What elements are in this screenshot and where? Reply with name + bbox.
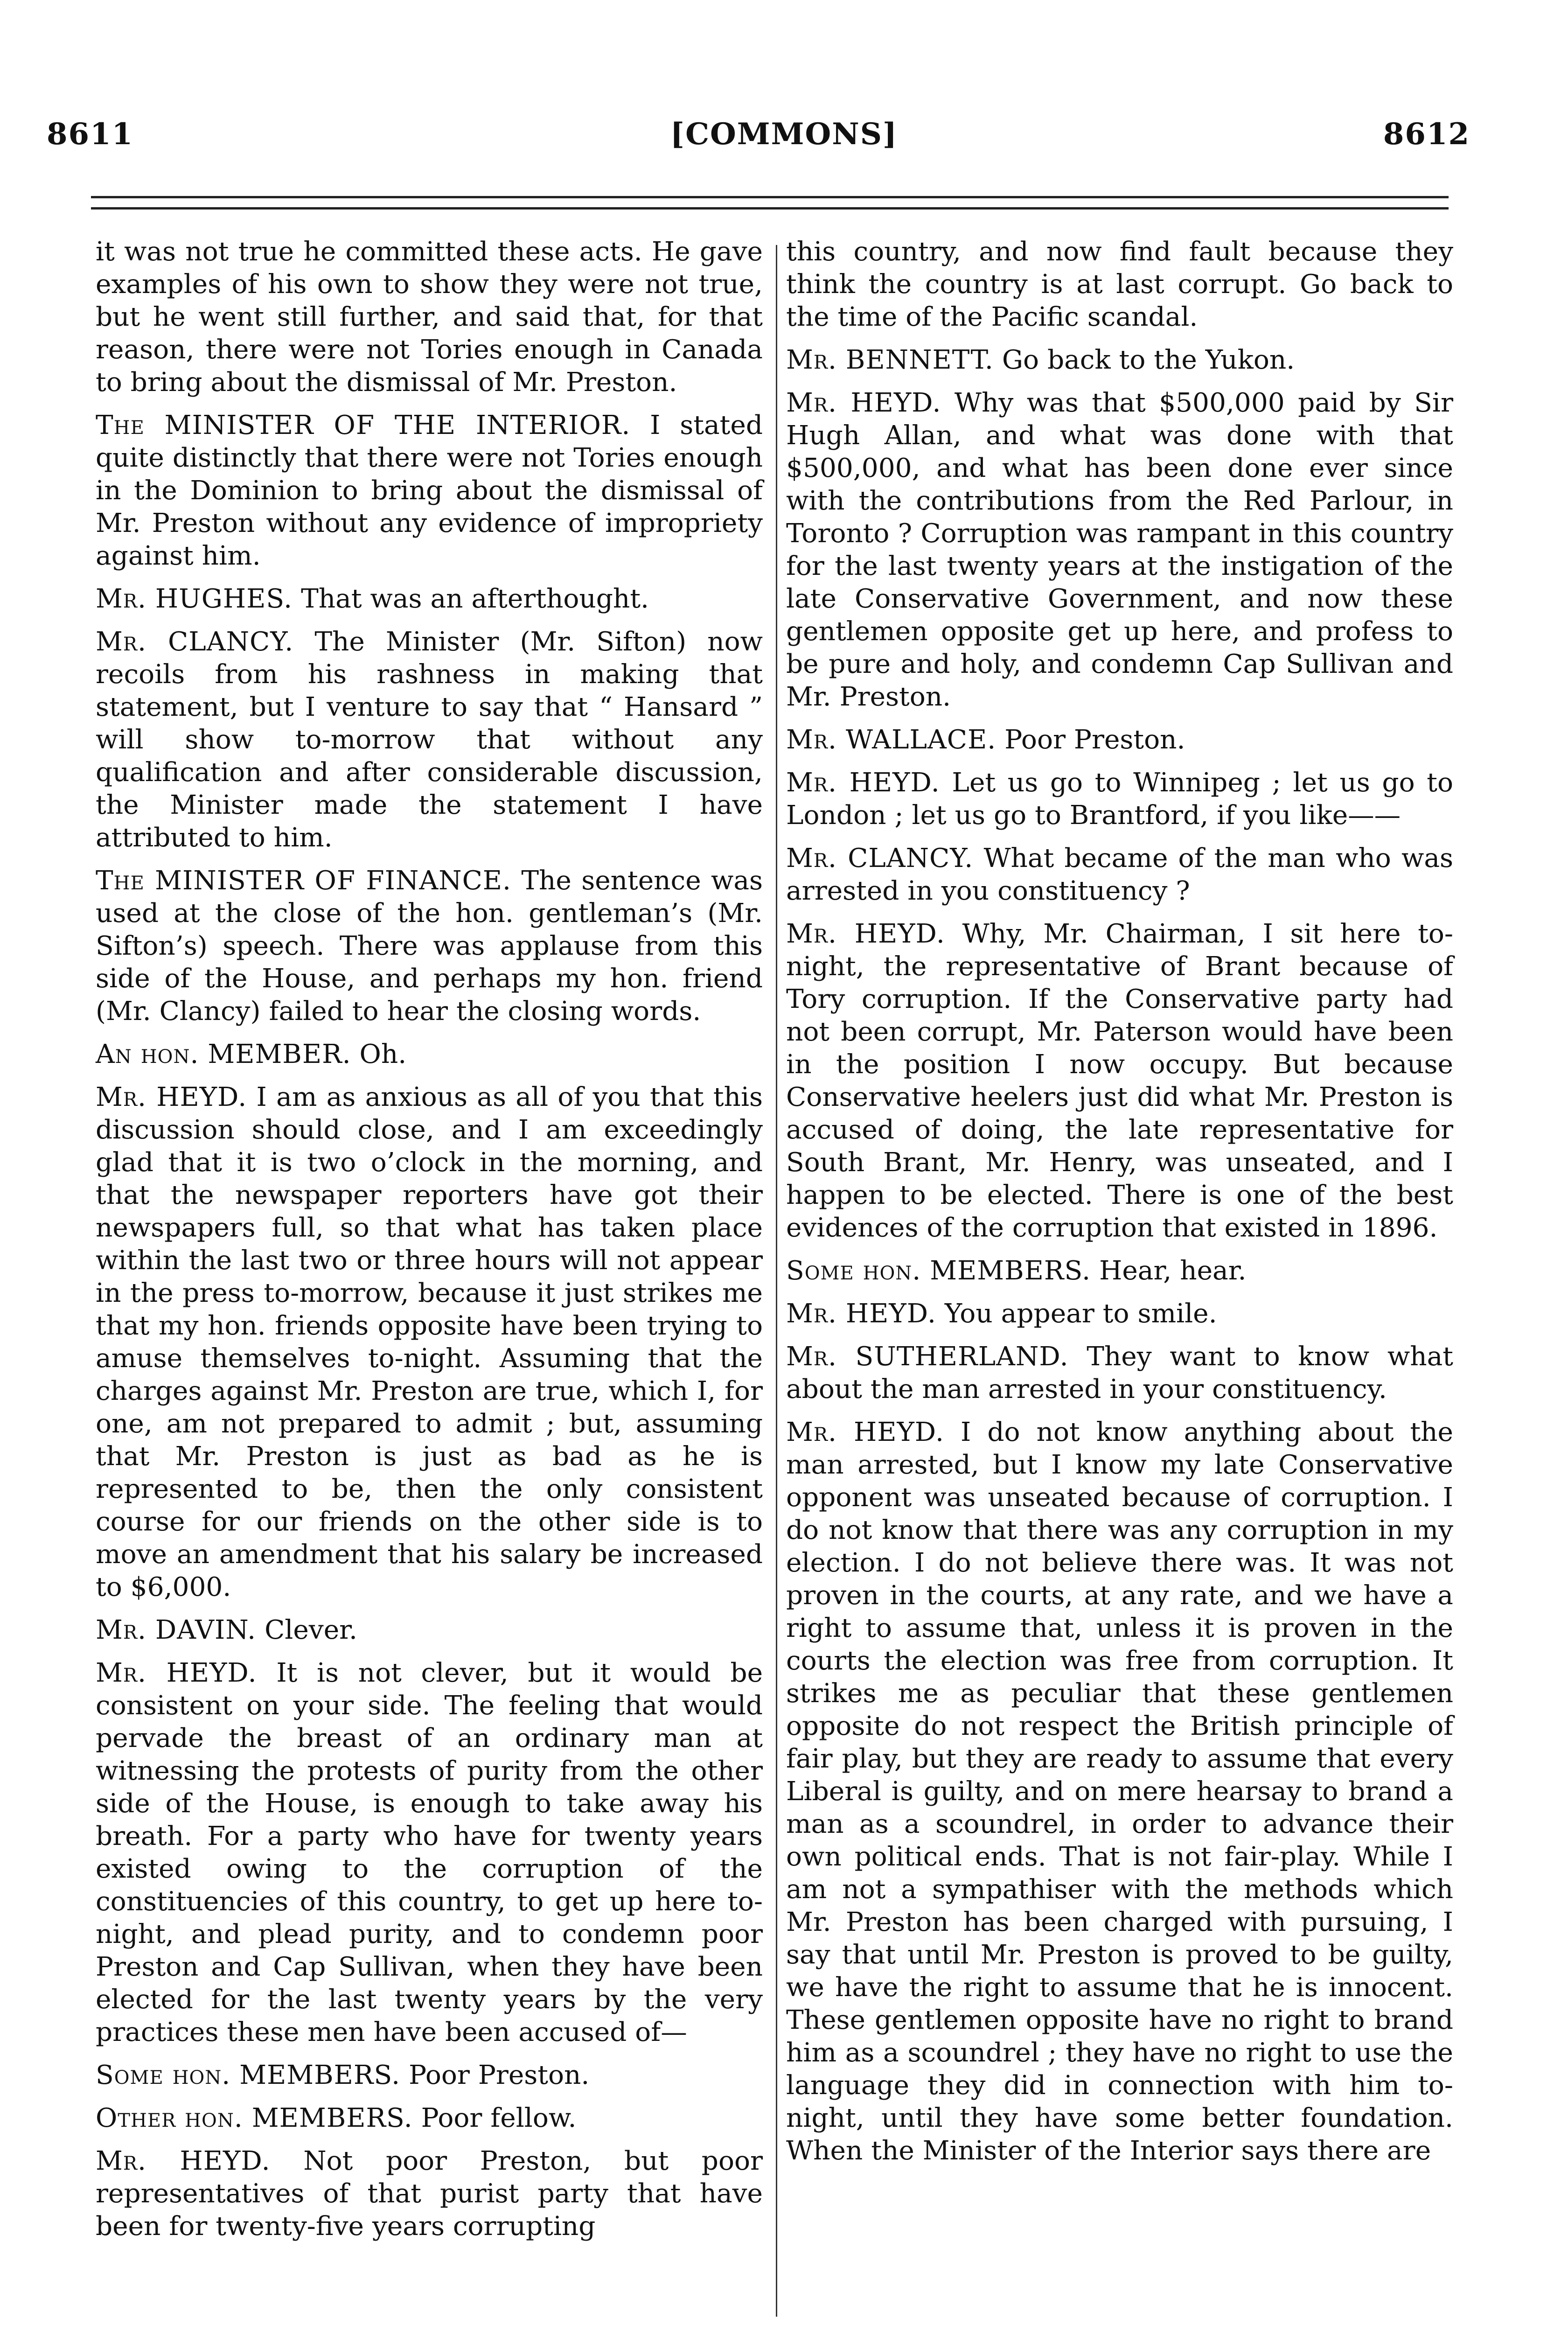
paragraph-text: Oh. [359,1039,407,1069]
page-header [0,0,1568,196]
paragraph-text: I do not know anything about the man arrested, but I know my late Conservative opponent was unseated because of corruption. I do not know that there was any corruption in my election. I do not believe there was. It was not proven in the courts, at any rate, and we have a right to assume that, unless it is proven in the courts the election was free from corruption. It strikes me as peculiar that these gentlemen opposite do not respect the British principle of fair play, but they are ready to assume that every Liberal is guilty, and on mere hearsay to brand a man as a scoundrel, in order to advance their own political ends. That is not fair-play. While I am not a sympathiser with the methods which Mr. Preston has been charged with pursuing, I say that until Mr. Preston is proved to be guilty, we have the right to assume that he is innocent. These gentlemen opposite have no right to brand him as a scoundrel ; they have no right to use the language they did in connection with him to-night, until they have some better foundation. When the Minister of the Interior says there are [786,1417,1453,2166]
paragraph [786,387,1453,713]
speaker-name: Mr. HEYD. [96,1082,247,1112]
paragraph-text: Poor Preston. [409,2060,590,2090]
speaker-name: Mr. SUTHERLAND. [786,1341,1069,1372]
speaker-name: Mr. HEYD. [786,388,941,418]
paragraph-text: What became of the man who was arrested in you constituency ? [786,843,1454,906]
paragraph [786,1298,1453,1330]
paragraph [786,767,1453,832]
speaker-name: Mr. CLANCY. [786,843,974,873]
paragraph [786,1255,1453,1287]
speaker-name: Some hon. MEMBERS. [786,1256,1091,1286]
paragraph-text: Poor fellow. [421,2103,577,2133]
paragraph-text: It is not clever, but it would be consistent on your side. The feeling that would pervade the breast of an ordinary man at witnessing the protests of purity from the other side of the House, is enough to take away his breath. For a party who have for twenty years existed owing to the corruption of the constituencies of this country, to get up here to-night, and plead purity, and to condemn poor Preston and Cap Sullivan, when they have been elected for the last twenty years by the very practices these men have been accused of— [96,1658,763,2047]
right-column [786,236,1453,2178]
paragraph [96,1657,763,2049]
paragraph-text: Go back to the Yukon. [1002,345,1295,375]
paragraph-text: Poor Preston. [1004,725,1185,755]
paragraph-text: I am as anxious as all of you that this discussion should close, and I am exceedingly glad that it is two o’clock in the morning, and that the newspaper reporters have got their newspapers full, so that what has taken place within the last two or three hours will not appear in the press to-morrow, because it just strikes me that my hon. friends opposite have been trying to amuse themselves to-night. Assuming that the charges against Mr. Preston are true, which I, for one, am not prepared to admit ; but, assuming that Mr. Preston is just as bad as he is represented to be, then the only consistent course for our friends on the other side is to move an amendment that his salary be increased to $6,000. [96,1082,763,1602]
paragraph [96,1081,763,1604]
speaker-name: The MINISTER OF FINANCE. [96,866,512,896]
left-column [96,236,763,2253]
paragraph [786,1416,1453,2167]
paragraph [786,918,1453,1244]
speaker-name: Mr. HEYD. [786,768,940,798]
paragraph [96,2102,763,2135]
paragraph-text: Why was that $500,000 paid by Sir Hugh Allan, and what was done with that $500,000, and what has been done ever since with the contributions from the Red Parlour, in Toronto ? Corruption was rampant in this country for the last twenty years at the instigation of the late Conservative Government, and now these gentlemen opposite get up here, and profess to be pure and holy, and condemn Cap Sullivan and Mr. Preston. [786,388,1453,712]
paragraph [96,865,763,1028]
paragraph [96,626,763,854]
speaker-name: An hon. MEMBER. [96,1039,351,1069]
paragraph [96,1038,763,1071]
page-number-left: 8611 [47,117,134,152]
paragraph-text: They want to know what about the man arrested in your constituency. [786,1341,1453,1404]
section-title: [COMMONS] [670,117,898,152]
paragraph [786,236,1453,334]
paragraph-text: Not poor Preston, but poor representatives of that purist party that have been for twenty-five years corrupting [96,2146,763,2242]
paragraph [96,409,763,573]
paragraph-text: it was not true he committed these acts. He gave examples of his own to show they were not true, but he went still further, and said that, for that reason, there were not Tories enough in Canada to bring about the dismissal of Mr. Preston. [96,237,763,398]
speaker-name: Mr. HEYD. [96,2146,271,2176]
speaker-name: Mr. HEYD. [96,1658,257,1688]
paragraph-text: Why, Mr. Chairman, I sit here to-night, the representative of Brant because of Tory corruption. If the Conservative party had not been corrupt, Mr. Paterson would have been in the position I now occupy. But because Conservative heelers just did what Mr. Preston is accused of doing, the late representative for South Brant, Mr. Henry, was unseated, and I happen to be elected. There is one of the best evidences of the corruption that existed in 1896. [786,919,1454,1243]
speaker-name: Mr. WALLACE. [786,725,997,755]
speaker-name: Mr. HUGHES. [96,584,293,614]
paragraph [96,2059,763,2092]
speaker-name: Mr. CLANCY. [96,627,294,657]
paragraph [786,724,1453,756]
paragraph [786,1341,1453,1406]
page-number-right: 8612 [1383,117,1470,152]
paragraph [96,236,763,399]
paragraph-text: You appear to smile. [944,1299,1217,1329]
paragraph-text: Let us go to Winnipeg ; let us go to London ; let us go to Brantford, if you like—— [786,768,1454,831]
speaker-name: The MINISTER OF THE INTERIOR. [96,410,631,440]
column-divider [776,245,777,2317]
paragraph-text: Clever. [265,1615,357,1645]
paragraph-text: this country, and now find fault because they think the country is at last corrupt. Go back to the time of the Pacific scandal. [786,237,1453,332]
speaker-name: Mr. BENNETT. [786,345,994,375]
paragraph-text: Hear, hear. [1099,1256,1247,1286]
speaker-name: Mr. HEYD. [786,1299,936,1329]
speaker-name: Mr. DAVIN. [96,1615,257,1645]
paragraph-text: I stated quite distinctly that there were not Tories enough in the Dominion to bring about the dismissal of Mr. Preston without any evidence of impropriety against him. [96,410,763,571]
header-rule-bottom [91,207,1449,210]
header-rule-top [91,196,1449,198]
paragraph [96,2145,763,2243]
paragraph [786,344,1453,377]
paragraph [96,1614,763,1647]
paragraph-text: The sentence was used at the close of the hon. gentleman’s (Mr. Sifton’s) speech. There was applause from this side of the House, and perhaps my hon. friend (Mr. Clancy) failed to hear the closing words. [96,866,763,1027]
text-columns [96,236,1454,2333]
speaker-name: Some hon. MEMBERS. [96,2060,401,2090]
speaker-name: Mr. HEYD. [786,1417,945,1447]
paragraph [786,842,1453,908]
speaker-name: Mr. HEYD. [786,919,945,949]
paragraph-text: The Minister (Mr. Sifton) now recoils from his rashness in making that statement, but I venture to say that “ Hansard ” will show to-morrow that without any qualification and after considerable discussion, the Minister made the statement I have attributed to him. [96,627,763,853]
paragraph [96,583,763,615]
paragraph-text: That was an afterthought. [301,584,649,614]
speaker-name: Other hon. MEMBERS. [96,2103,413,2133]
